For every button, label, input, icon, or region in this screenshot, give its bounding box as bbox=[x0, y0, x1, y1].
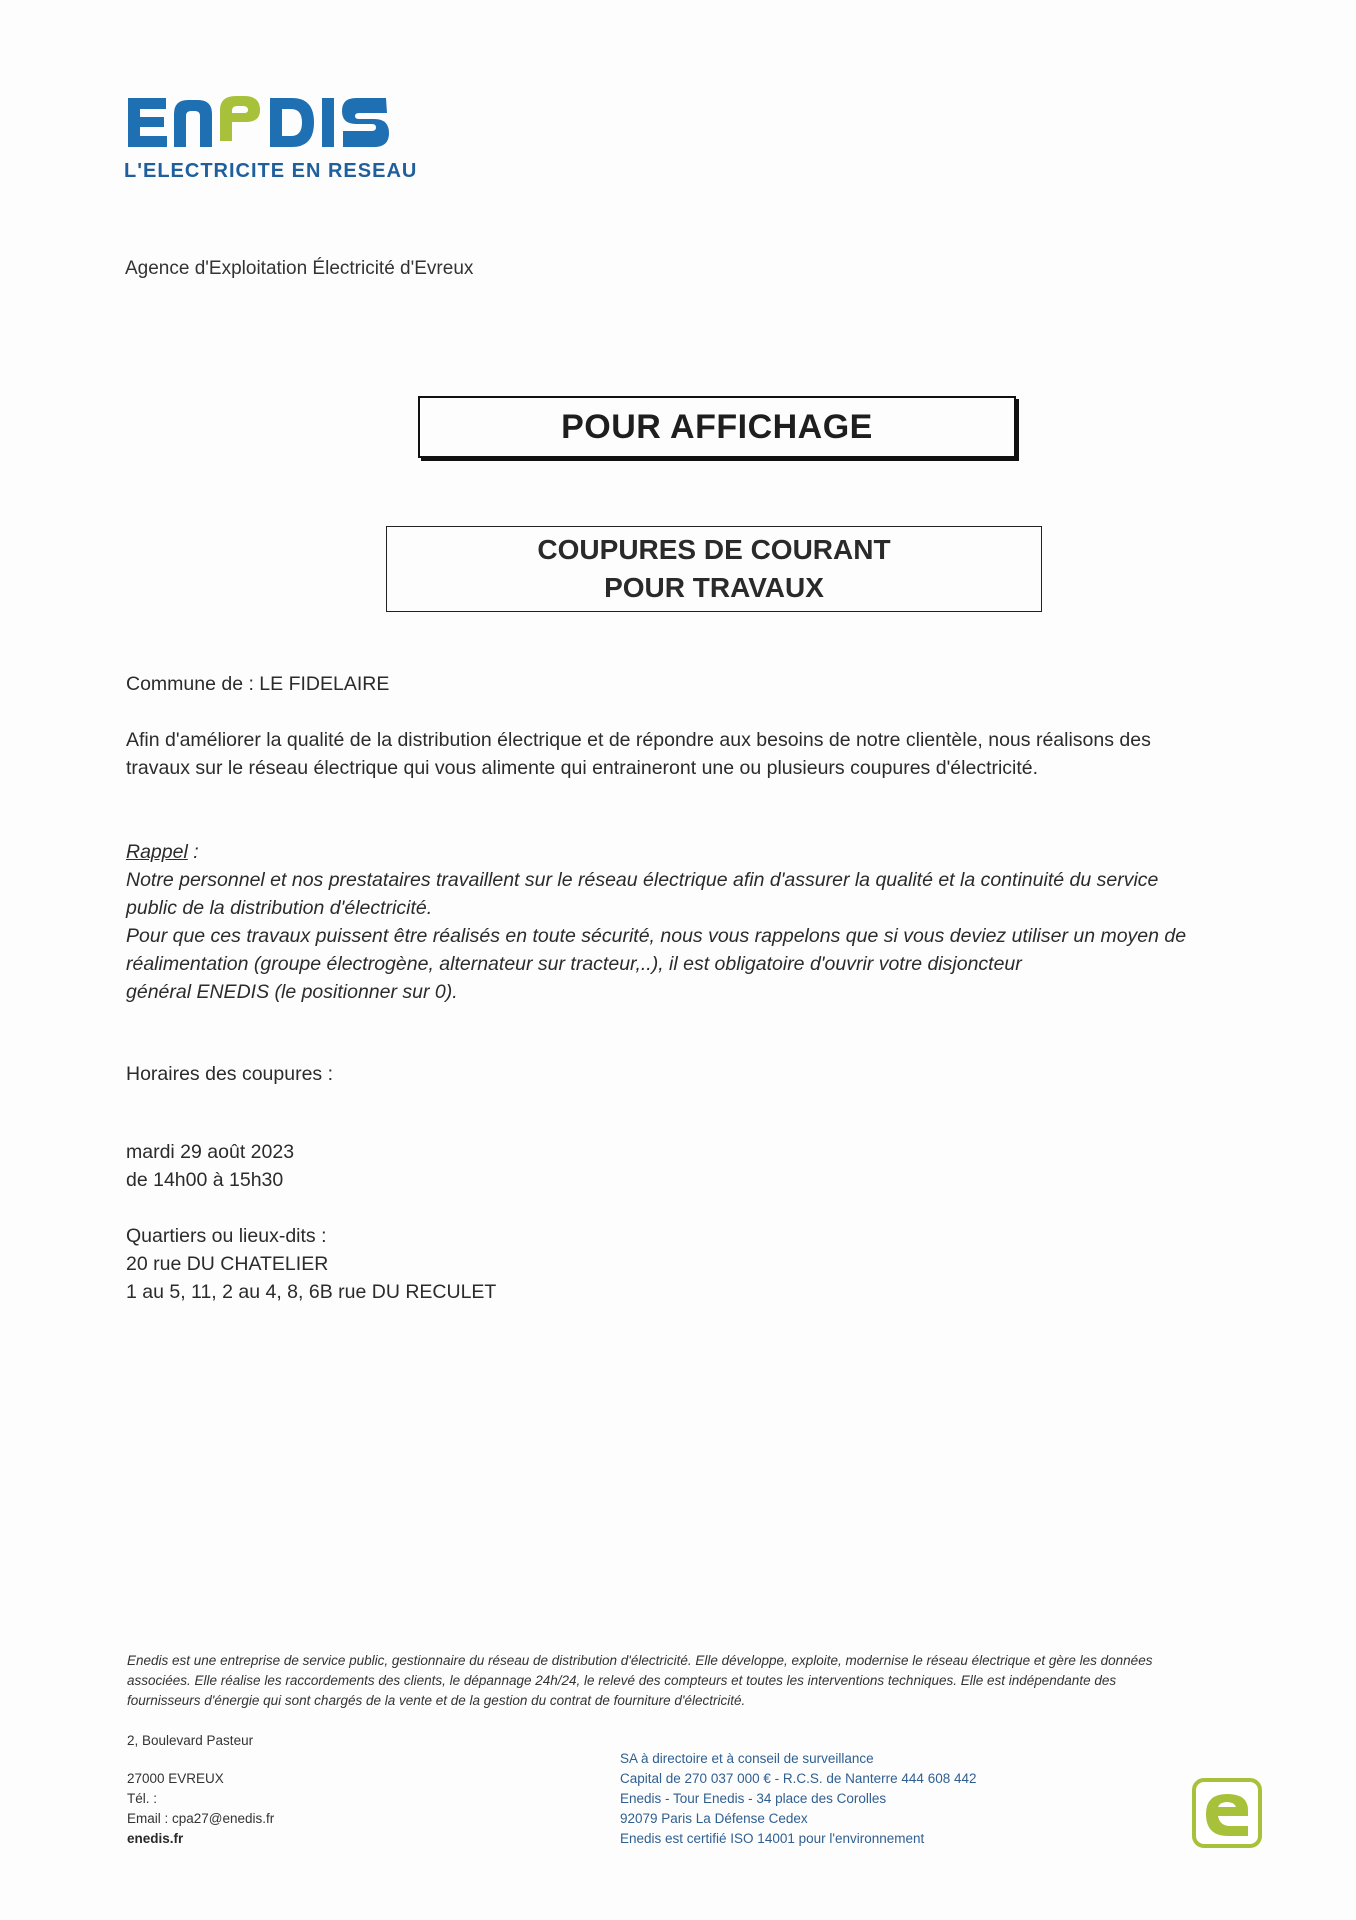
description-line: fournisseurs d'énergie qui sont chargés de la vente et de la gestion du contrat de fourniture d'électricité. bbox=[127, 1693, 746, 1708]
posting-banner bbox=[418, 396, 1016, 458]
intro-line: Afin d'améliorer la qualité de la distribution électrique et de répondre aux besoins de notre clientèle, nous réalisons des bbox=[126, 729, 1151, 751]
description-line: Enedis est une entreprise de service public, gestionnaire du réseau de distribution d'électricité. Elle développe, exploite, modernise le réseau électrique et gère les données bbox=[127, 1653, 1153, 1668]
phone-line: Tél. : bbox=[127, 1791, 158, 1806]
street-address: 2, Boulevard Pasteur bbox=[127, 1733, 254, 1748]
enedis-e-icon bbox=[1192, 1778, 1262, 1848]
description-line: associées. Elle réalise les raccordements des clients, le dépannage 24h/24, le relevé des compteurs et toutes les interventions techniques. Elle est indépendante des bbox=[127, 1673, 1117, 1688]
area-item: 1 au 5, 11, 2 au 4, 8, 6B rue DU RECULET bbox=[126, 1281, 497, 1303]
reminder-section bbox=[126, 838, 1266, 1006]
agency-name: Agence d'Exploitation Électricité d'Evreux bbox=[125, 258, 474, 279]
enedis-logo-mark bbox=[124, 88, 424, 158]
outage-banner bbox=[386, 526, 1042, 612]
outage-date: mardi 29 août 2023 bbox=[126, 1141, 295, 1163]
intro-paragraph bbox=[126, 726, 1266, 782]
affected-areas bbox=[126, 1222, 496, 1306]
reminder-title: Rappel bbox=[126, 841, 188, 863]
legal-info bbox=[620, 1749, 977, 1849]
legal-line: Capital de 270 037 000 € - R.C.S. de Nanterre 444 608 442 bbox=[620, 1771, 977, 1786]
contact-block bbox=[127, 1769, 274, 1849]
reminder-colon: : bbox=[187, 841, 199, 863]
reminder-line: réalimentation (groupe électrogène, alternateur sur tracteur,..), il est obligatoire d'ouvrir votre disjoncteur bbox=[126, 953, 1022, 975]
legal-line: SA à directoire et à conseil de surveillance bbox=[620, 1751, 874, 1766]
email-line[interactable]: Email : cpa27@enedis.fr bbox=[127, 1811, 275, 1826]
company-description bbox=[127, 1651, 1247, 1711]
reminder-line: Notre personnel et nos prestataires travaillent sur le réseau électrique afin d'assurer la qualité et la continuité du service bbox=[126, 869, 1159, 891]
schedule-heading: Horaires des coupures : bbox=[126, 1063, 334, 1085]
enedis-logo bbox=[124, 88, 424, 158]
legal-line: 92079 Paris La Défense Cedex bbox=[620, 1811, 808, 1826]
outage-schedule bbox=[126, 1138, 294, 1194]
reminder-line: général ENEDIS (le positionner sur 0). bbox=[126, 981, 458, 1003]
reminder-heading bbox=[126, 838, 1266, 866]
posting-title: POUR AFFICHAGE bbox=[561, 407, 873, 446]
area-item: 20 rue DU CHATELIER bbox=[126, 1253, 329, 1275]
reminder-line: Pour que ces travaux puissent être réalisés en toute sécurité, nous vous rappelons que si vous deviez utiliser un moyen de bbox=[126, 925, 1187, 947]
outage-title-line2: POUR TRAVAUX bbox=[604, 572, 824, 603]
city-line: 27000 EVREUX bbox=[127, 1771, 224, 1786]
reminder-line: public de la distribution d'électricité. bbox=[126, 897, 433, 919]
intro-line: travaux sur le réseau électrique qui vous alimente qui entraineront une ou plusieurs coupures d'électricité. bbox=[126, 757, 1039, 779]
legal-line: Enedis - Tour Enedis - 34 place des Corolles bbox=[620, 1791, 887, 1806]
commune-label: Commune de : LE FIDELAIRE bbox=[126, 673, 390, 695]
website-link[interactable]: enedis.fr bbox=[127, 1831, 184, 1846]
outage-title-line1: COUPURES DE COURANT bbox=[537, 534, 891, 565]
areas-heading: Quartiers ou lieux-dits : bbox=[126, 1225, 327, 1247]
outage-time: de 14h00 à 15h30 bbox=[126, 1169, 284, 1191]
legal-line: Enedis est certifié ISO 14001 pour l'environnement bbox=[620, 1831, 925, 1846]
logo-tagline: L'ELECTRICITE EN RESEAU bbox=[124, 160, 418, 182]
